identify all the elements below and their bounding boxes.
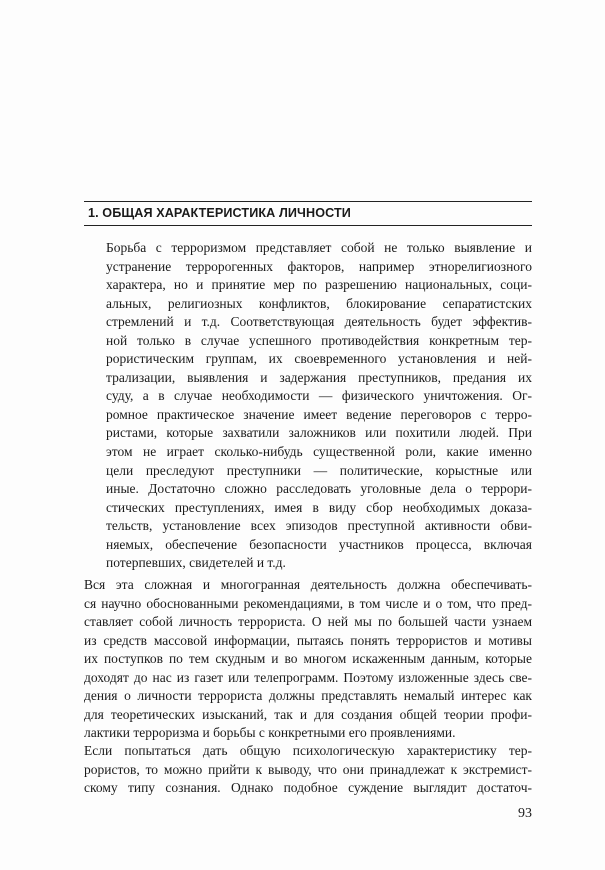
text-line: альных, религиозных конфликтов, блокирование сепаратистских [106,295,532,311]
text-line: трализации, выявления и задержания преступников, предания их [106,369,532,385]
text-line: няемых, обеспечение безопасности участников процесса, включая [106,536,532,552]
section-header [84,201,532,231]
header-rule-top [84,201,532,202]
page-number: 93 [518,806,532,821]
text-line: устранение терророгенных факторов, например этнорелигиозного [106,258,532,274]
text-line: иные. Достаточно сложно расследовать уголовные дела о террори- [106,481,532,497]
text-line: ной только в случае успешного противодействия конкретным тер- [106,332,532,348]
text-line: лактики терроризма и борьбы с конкретными его проявлениями. [84,725,456,741]
text-line: для теоретических изысканий, так и для создания общей теории профи- [84,706,532,722]
text-line: ристами, которые захватили заложников или похитили людей. При [106,425,532,441]
text-line: цели преследуют преступники — политические, корыстные или [106,462,532,478]
paragraph [84,742,532,798]
text-line: стических преступлениях, имея в виду сбор необходимых доказа- [106,499,532,515]
text-line: характера, но и принятие мер по разрешению национальных, соци- [106,277,532,293]
text-line: Борьба с терроризмом представляет собой не только выявление и [106,240,532,255]
text-line: потерпевших, свидетелей и т.д. [106,555,286,571]
paragraph [84,576,532,743]
text-line: стремлений и т.д. Соответствующая деятельность будет эффектив- [106,314,532,330]
text-line: Вся эта сложная и многогранная деятельность должна обеспечивать- [84,577,532,592]
text-line: из средств массовой информации, пытаясь понять террористов и мотивы [84,632,532,648]
text-line: тельств, установление всех эпизодов преступной активности обви- [106,518,532,534]
text-line: ставляет собой личность террориста. О ней мы по большей части узнаем [84,614,532,630]
text-line: Если попытаться дать общую психологическую характеристику тер- [84,743,532,758]
text-line: суду, а в случае необходимости — физического уничтожения. Ог- [106,388,532,404]
text-line: скому типу сознания. Однако подобное суждение выглядит достаточ- [84,780,532,796]
text-line: доходят до нас из газет или телепрограмм. Поэтому изложенные здесь све- [84,669,532,685]
text-line: рористов, то можно прийти к выводу, что они принадлежат к экстремист- [84,761,532,777]
header-rule-bottom [84,225,532,226]
paragraph [106,239,532,573]
text-line: дения о личности террориста должны представлять немалый интерес как [84,688,532,704]
text-line: рористическим группам, их своевременного установления и ней- [106,351,532,367]
text-line: их поступков по тем скудным и во многом искаженным данным, которые [84,651,532,667]
text-line: ромное практическое значение имеет ведение переговоров с терро- [106,406,532,422]
text-line: ся научно обоснованными рекомендациями, в том числе и о том, что пред- [84,595,532,611]
section-heading: 1. ОБЩАЯ ХАРАКТЕРИСТИКА ЛИЧНОСТИ [88,206,351,220]
text-line: этом не играет сколько-нибудь существенной роли, какие именно [106,444,532,460]
